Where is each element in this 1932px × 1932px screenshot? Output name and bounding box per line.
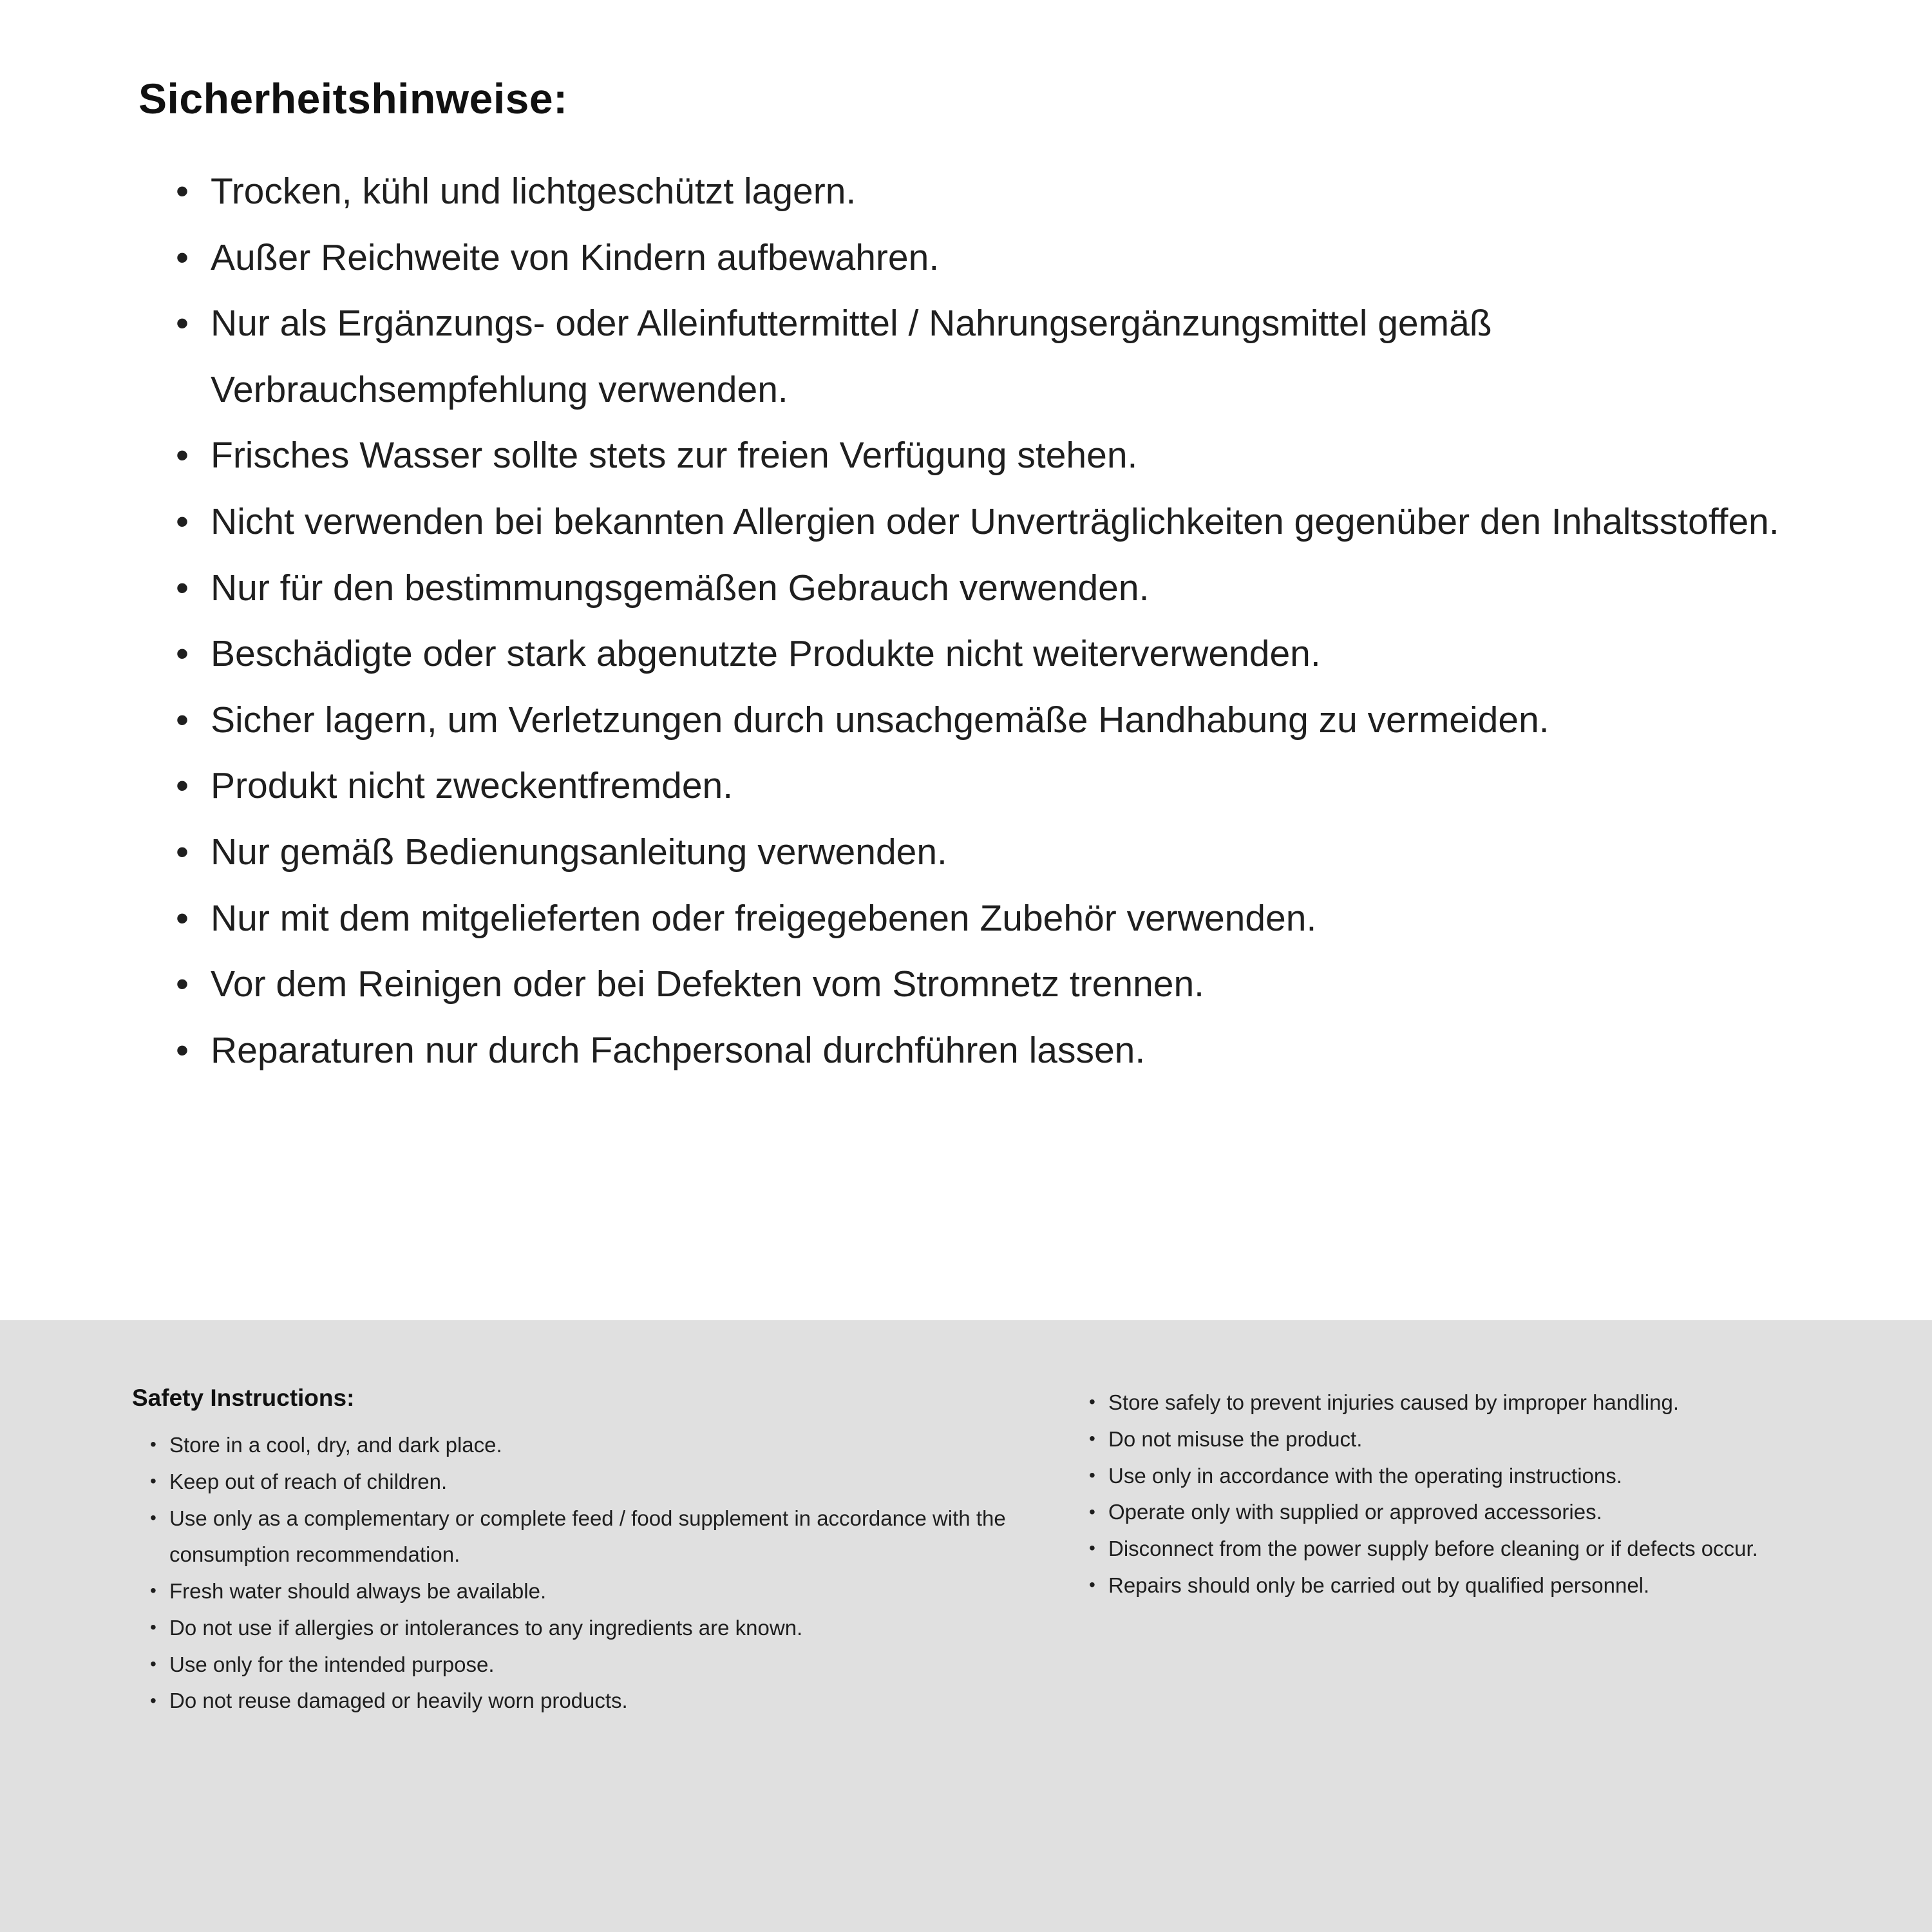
list-item: • Do not misuse the product. (1085, 1421, 1835, 1458)
list-item: • Use only as a complementary or complete feed / food supplement in accordance with the consumption recommendation. (146, 1501, 1008, 1574)
english-left-column (132, 1385, 1008, 1719)
english-left-list (132, 1427, 1008, 1719)
english-section-title: Safety Instructions: (132, 1385, 355, 1411)
list-item: • Außer Reichweite von Kindern aufbewahren. (171, 225, 1800, 291)
list-item: • Reparaturen nur durch Fachpersonal durchführen lassen. (171, 1018, 1800, 1084)
list-item: • Nur für den bestimmungsgemäßen Gebrauch verwenden. (171, 555, 1800, 621)
list-item: • Frisches Wasser sollte stets zur freien Verfügung stehen. (171, 422, 1800, 489)
list-item: • Store safely to prevent injuries caused by improper handling. (1085, 1385, 1835, 1421)
english-right-list (1085, 1385, 1835, 1604)
list-item: • Keep out of reach of children. (146, 1464, 1008, 1501)
english-safety-section (0, 1320, 1932, 1932)
list-item: • Trocken, kühl und lichtgeschützt lagern. (171, 158, 1800, 225)
list-item: • Disconnect from the power supply before cleaning or if defects occur. (1085, 1531, 1835, 1567)
list-item: • Sicher lagern, um Verletzungen durch unsachgemäße Handhabung zu vermeiden. (171, 687, 1800, 753)
list-item: • Vor dem Reinigen oder bei Defekten vom Stromnetz trennen. (171, 951, 1800, 1018)
english-right-column (1085, 1385, 1835, 1719)
list-item: • Operate only with supplied or approved accessories. (1085, 1494, 1835, 1531)
list-item: • Store in a cool, dry, and dark place. (146, 1427, 1008, 1464)
list-item: • Do not use if allergies or intolerances to any ingredients are known. (146, 1610, 1008, 1647)
list-item: • Repairs should only be carried out by qualified personnel. (1085, 1567, 1835, 1604)
list-item: • Nur als Ergänzungs- oder Alleinfuttermittel / Nahrungsergänzungsmittel gemäß Verbrauchsempfehlung verwenden. (171, 290, 1800, 422)
list-item: • Nur mit dem mitgelieferten oder freigegebenen Zubehör verwenden. (171, 886, 1800, 952)
list-item: • Fresh water should always be available. (146, 1573, 1008, 1610)
german-safety-list (138, 158, 1800, 1083)
english-columns (0, 1320, 1932, 1719)
list-item: • Use only in accordance with the operating instructions. (1085, 1458, 1835, 1495)
list-item: • Use only for the intended purpose. (146, 1647, 1008, 1683)
list-item: • Do not reuse damaged or heavily worn products. (146, 1683, 1008, 1719)
german-section-title: Sicherheitshinweise: (138, 75, 568, 122)
list-item: • Nur gemäß Bedienungsanleitung verwenden. (171, 819, 1800, 886)
list-item: • Produkt nicht zweckentfremden. (171, 753, 1800, 819)
list-item: • Nicht verwenden bei bekannten Allergien oder Unverträglichkeiten gegenüber den Inhaltsstoffen. (171, 489, 1800, 555)
list-item: • Beschädigte oder stark abgenutzte Produkte nicht weiterverwenden. (171, 621, 1800, 687)
